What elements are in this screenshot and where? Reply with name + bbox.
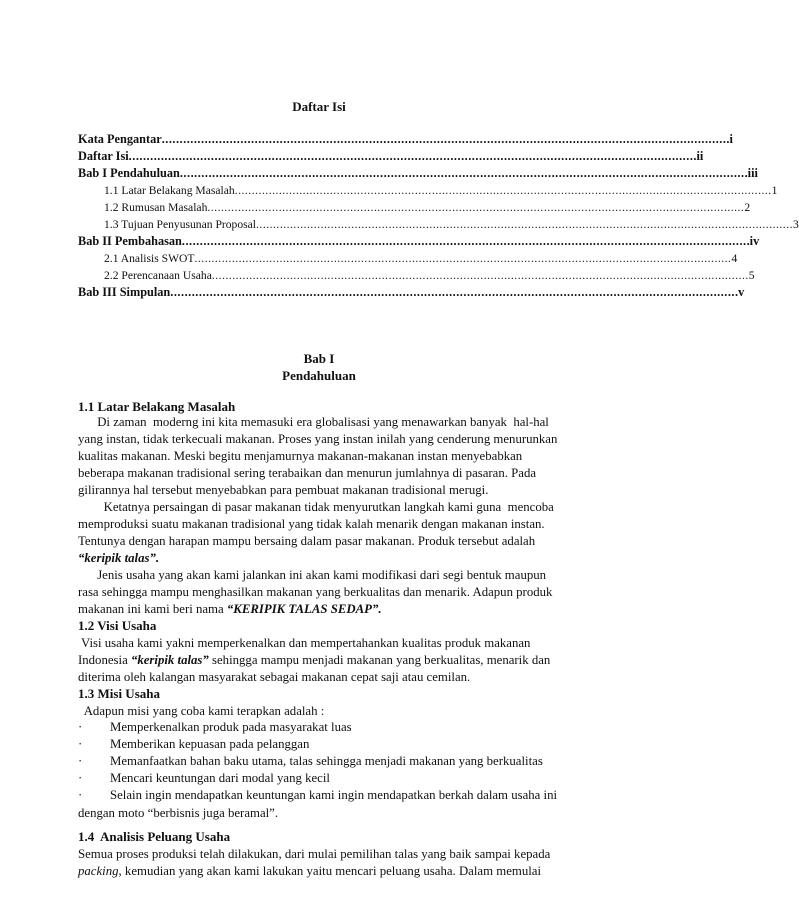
toc-entry: Bab I Pendahuluan .............................................................................................................................................................. .iii <box>78 166 758 180</box>
bullet-icon: · <box>78 788 83 802</box>
paragraph-line: gilirannya hal tersebut menyebabkan para pembuat makanan tradisional merugi. <box>78 483 489 497</box>
toc-entry: 2.2 Perencanaan Usaha .............................................................................................................................................................. 5 <box>104 269 755 282</box>
toc-entry: 1.1 Latar Belakang Masalah .............................................................................................................................................................. 1 <box>104 184 778 197</box>
paragraph-line: kualitas makanan. Meski begitu menjamurnya makanan-makanan instan menyebabkan <box>78 449 523 463</box>
section-heading: 1.4 Analisis Peluang Usaha <box>78 829 231 844</box>
toc-entry: Kata Pengantar .............................................................................................................................................................. .i <box>78 132 733 146</box>
chapter-title: Pendahuluan <box>282 368 356 383</box>
list-item: Selain ingin mendapatkan keuntungan kami ingin mendapatkan berkah dalam usaha ini <box>110 788 558 802</box>
paragraph-line: Semua proses produksi telah dilakukan, dari mulai pemilihan talas yang baik sampai kepada <box>78 847 551 861</box>
paragraph-line: Ketatnya persaingan di pasar makanan tidak menyurutkan langkah kami guna mencoba <box>78 500 554 514</box>
bullet-icon: · <box>78 737 83 751</box>
toc-title: Daftar Isi <box>292 99 346 114</box>
list-item: Mencari keuntungan dari modal yang kecil <box>110 771 330 785</box>
paragraph-line: memproduksi suatu makanan tradisional yang tidak kalah menarik dengan makanan instan. <box>78 517 545 531</box>
toc-entry: Bab II Pembahasan .............................................................................................................................................................. .iv <box>78 234 760 248</box>
paragraph-line: makanan ini kami beri nama “KERIPIK TALAS SEDAP”. <box>78 602 382 616</box>
toc-entry: Daftar Isi .............................................................................................................................................................. .ii <box>78 149 704 163</box>
section-heading: 1.1 Latar Belakang Masalah <box>78 399 236 414</box>
paragraph-line: dengan moto “berbisnis juga beramal”. <box>78 806 279 820</box>
paragraph-line: packing, kemudian yang akan kami lakukan yaitu mencari peluang usaha. Dalam memulai <box>78 864 542 878</box>
chapter-number: Bab I <box>303 351 335 366</box>
toc-entry: 2.1 Analisis SWOT .............................................................................................................................................................. 4 <box>104 252 738 265</box>
product-name: “KERIPIK TALAS SEDAP”. <box>226 602 382 616</box>
paragraph-line: beberapa makanan tradisional sering terabaikan dan menurun jumlahnya di pasaran. Pada <box>78 466 537 480</box>
list-item: Memberikan kepuasan pada pelanggan <box>110 737 310 751</box>
paragraph-line: Visi usaha kami yakni memperkenalkan dan mempertahankan kualitas produk makanan <box>78 636 531 650</box>
paragraph-line: Tentunya dengan harapan mampu bersaing dalam pasar makanan. Produk tersebut adalah <box>78 534 536 548</box>
toc-entry: 1.3 Tujuan Penyusunan Proposal .............................................................................................................................................................. 3 <box>104 218 799 231</box>
product-quote: “keripik talas”. <box>78 551 160 565</box>
paragraph-line: yang instan, tidak terkecuali makanan. Proses yang instan inilah yang cenderung menurunkan <box>78 432 558 446</box>
list-item: Memperkenalkan produk pada masyarakat luas <box>110 720 352 734</box>
bullet-icon: · <box>78 771 83 785</box>
bullet-icon: · <box>78 720 83 734</box>
toc-entry: Bab III Simpulan .............................................................................................................................................................. .v <box>78 285 745 299</box>
toc-entry: 1.2 Rumusan Masalah .............................................................................................................................................................. 2 <box>104 201 751 214</box>
paragraph-line: Di zaman moderng ini kita memasuki era globalisasi yang menawarkan banyak hal-hal <box>78 415 549 429</box>
paragraph-line: Adapun misi yang coba kami terapkan adalah : <box>78 704 325 718</box>
paragraph-line: diterima oleh kalangan masyarakat sebagai makanan cepat saji atau cemilan. <box>78 670 471 684</box>
paragraph-line: Indonesia “keripik talas” sehingga mampu menjadi makanan yang berkualitas, menarik dan <box>78 653 551 667</box>
list-item: Memanfaatkan bahan baku utama, talas sehingga menjadi makanan yang berkualitas <box>110 754 543 768</box>
paragraph-line: rasa sehingga mampu menghasilkan makanan yang berkualitas dan menarik. Adapun produk <box>78 585 553 599</box>
section-heading: 1.3 Misi Usaha <box>78 686 160 701</box>
paragraph-line: Jenis usaha yang akan kami jalankan ini akan kami modifikasi dari segi bentuk maupun <box>78 568 547 582</box>
bullet-icon: · <box>78 754 83 768</box>
section-heading: 1.2 Visi Usaha <box>78 618 157 633</box>
